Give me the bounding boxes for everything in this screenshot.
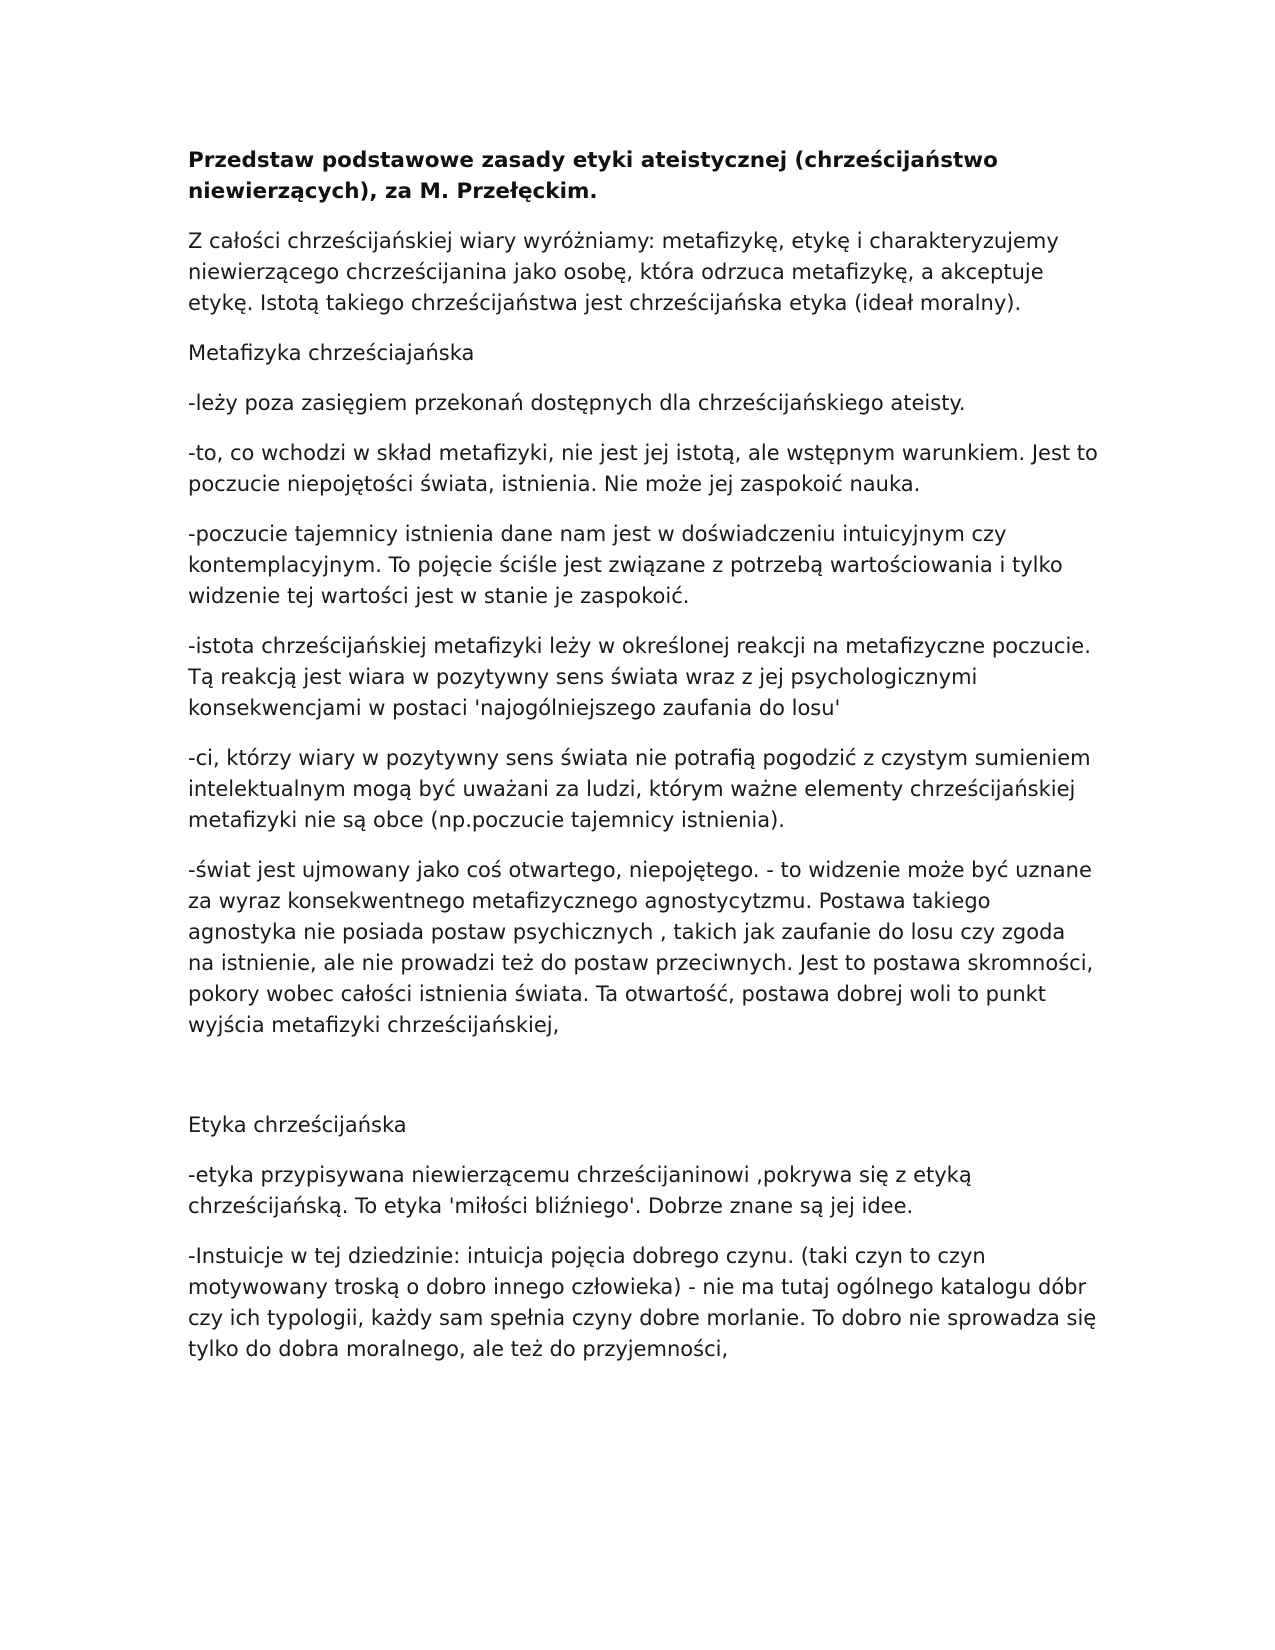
- ethics-point: -Instuicje w tej dziedzinie: intuicja pojęcia dobrego czynu. (taki czyn to czyn motywowany troską o dobro innego człowieka) - nie ma tutaj ogólnego katalogu dóbr czy ich typologii, każdy sam spełnia czyny dobre morlanie. To dobro nie sprowadza się tylko do dobra moralnego, ale też do przyjemności,: [188, 1244, 1097, 1361]
- section-heading-ethics: Etyka chrześcijańska: [188, 1113, 407, 1137]
- metaphysics-point: -istota chrześcijańskiej metafizyki leży w określonej reakcji na metafizyczne poczucie. Tą reakcją jest wiara w pozytywny sens świata wraz z jej psychologicznymi konsekwencjami w postaci 'najogólniejszego zaufania do losu': [188, 634, 1091, 720]
- section-heading-metaphysics: Metafizyka chrześciajańska: [188, 341, 475, 365]
- metaphysics-point: -świat jest ujmowany jako coś otwartego, niepojętego. - to widzenie może być uznane za wyraz konsekwentnego metafizycznego agnostycytzmu. Postawa takiego agnostyka nie posiada postaw psychicznych , takich jak zaufanie do losu czy zgoda na istnienie, ale nie prowadzi też do postaw przeciwnych. Jest to postawa skromności, pokory wobec całości istnienia świata. Ta otwartość, postawa dobrej woli to punkt wyjścia metafizyki chrześcijańskiej,: [188, 858, 1094, 1037]
- blank-line: [188, 1060, 1098, 1110]
- metaphysics-point: -leży poza zasięgiem przekonań dostępnych dla chrześcijańskiego ateisty.: [188, 391, 966, 415]
- metaphysics-point: -poczucie tajemnicy istnienia dane nam jest w doświadczeniu intuicyjnym czy kontemplacyjnym. To pojęcie ściśle jest związane z potrzebą wartościowania i tylko widzenie tej wartości jest w stanie je zaspokoić.: [188, 522, 1063, 608]
- intro-paragraph: Z całości chrześcijańskiej wiary wyróżniamy: metafizykę, etykę i charakteryzujemy niewierzącego chcrześcijanina jako osobę, która odrzuca metafizykę, a akceptuje etykę. Istotą takiego chrześcijaństwa jest chrześcijańska etyka (ideał moralny).: [188, 229, 1059, 315]
- metaphysics-point: -ci, którzy wiary w pozytywny sens świata nie potrafią pogodzić z czystym sumieniem intelektualnym mogą być uważani za ludzi, którym ważne elementy chrześcijańskiej metafizyki nie są obce (np.poczucie tajemnicy istnienia).: [188, 746, 1091, 832]
- metaphysics-point: -to, co wchodzi w skład metafizyki, nie jest jej istotą, ale wstępnym warunkiem. Jest to poczucie niepojętości świata, istnienia. Nie może jej zaspokoić nauka.: [188, 441, 1098, 496]
- document-title: Przedstaw podstawowe zasady etyki ateistycznej (chrześcijaństwo niewierzących), za M. Przełęckim.: [188, 148, 998, 204]
- ethics-point: -etyka przypisywana niewierzącemu chrześcijaninowi ,pokrywa się z etyką chrześcijańską. To etyka 'miłości bliźniego'. Dobrze znane są jej idee.: [188, 1163, 972, 1218]
- document-body: [188, 145, 1098, 1384]
